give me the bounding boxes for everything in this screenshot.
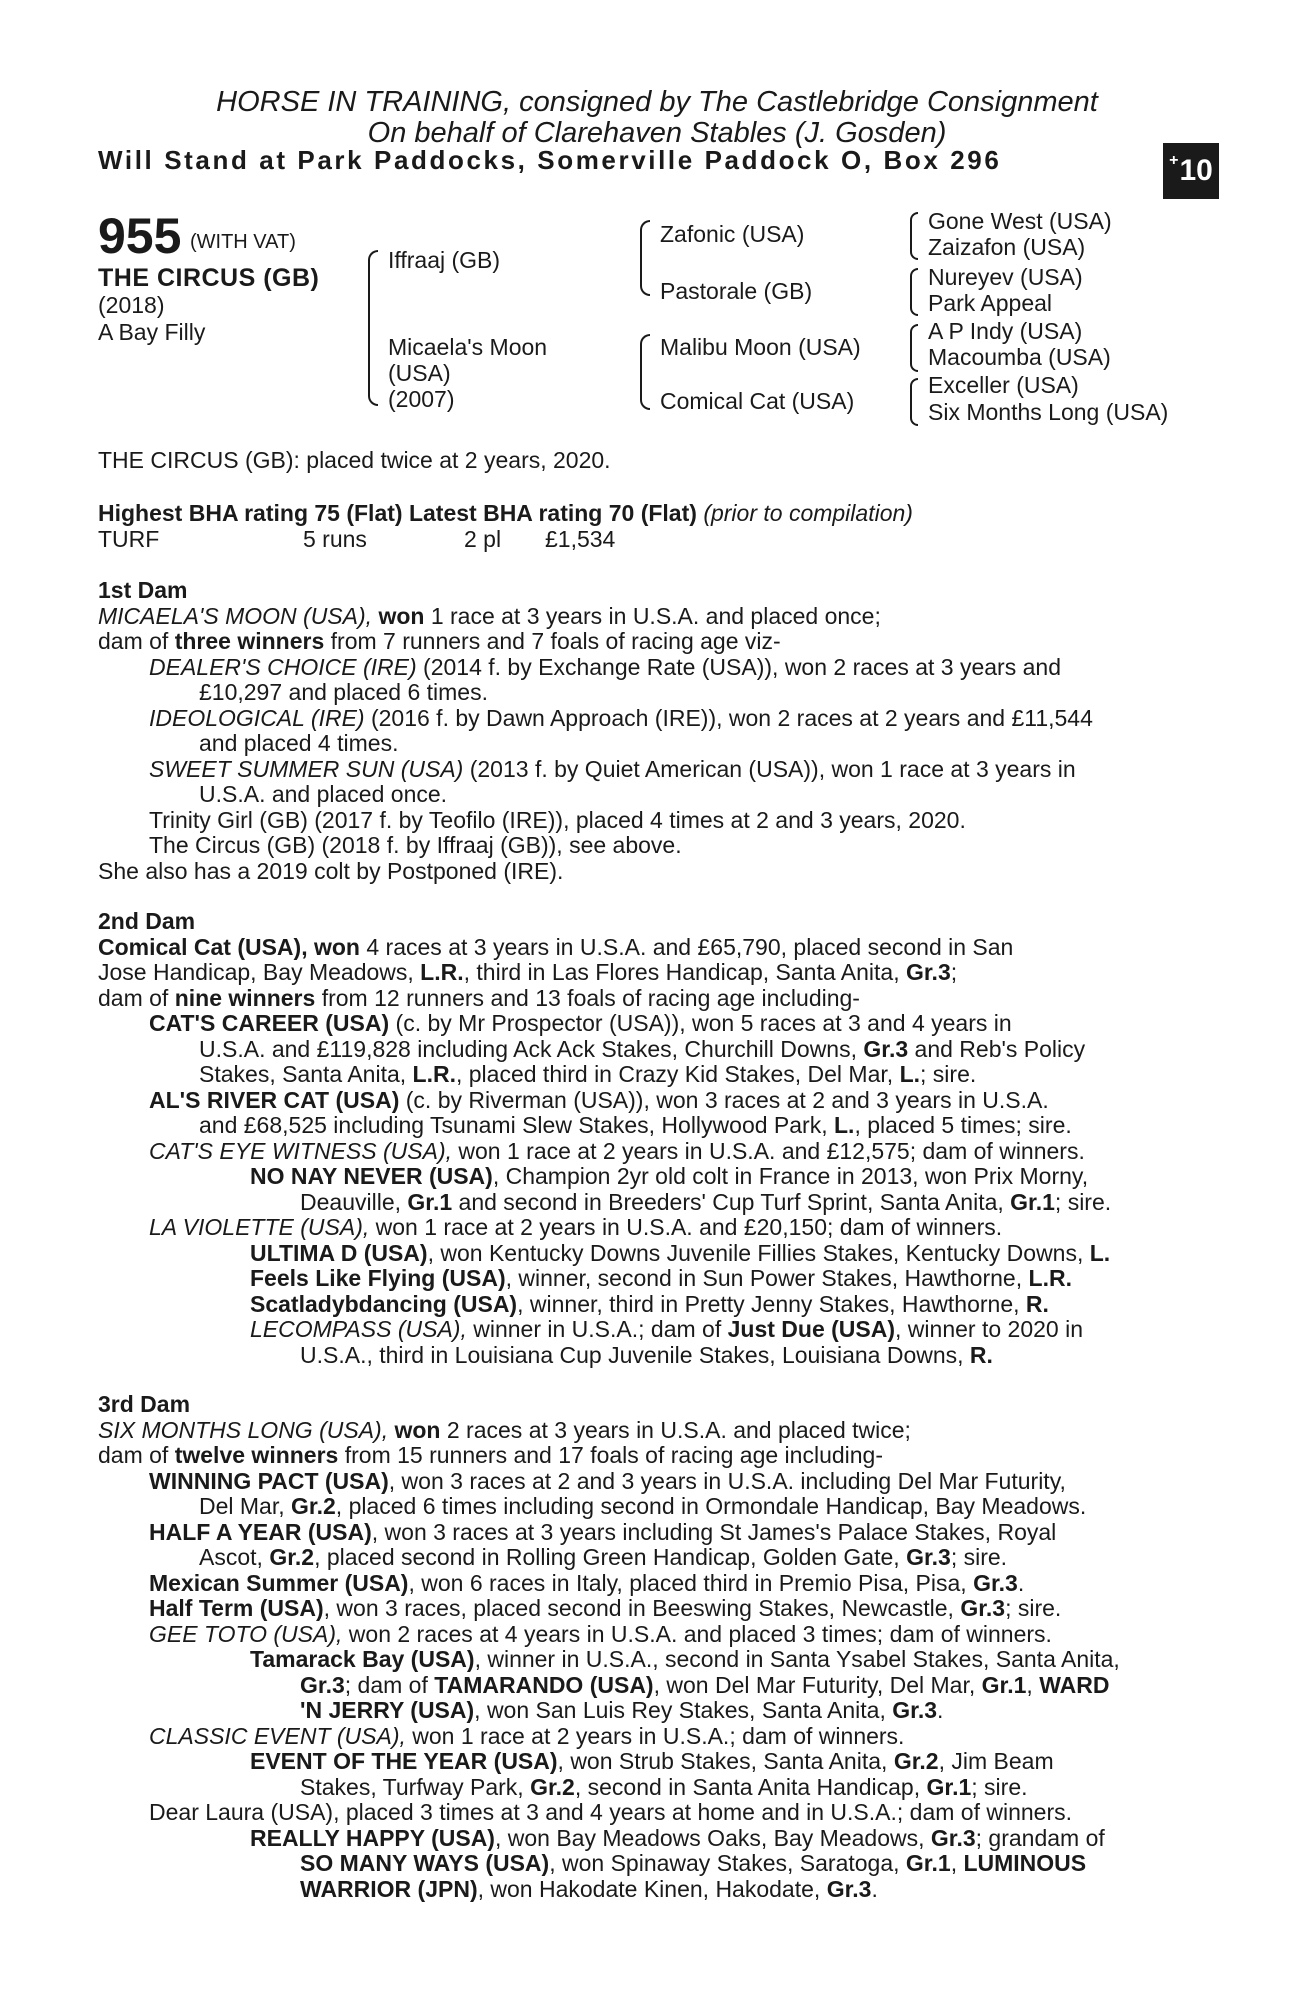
text-run: Gr.3 xyxy=(826,1875,872,1902)
pedigree-brace-sire xyxy=(640,220,650,296)
text-run: won xyxy=(378,602,425,629)
first-dam-section xyxy=(98,578,1208,884)
text-run: won 1 race at 2 years in U.S.A. and £20,150; dam of winners. xyxy=(375,1214,1003,1240)
text-run: Gr.3 xyxy=(892,1697,938,1723)
text-run: and Reb's Policy xyxy=(914,1035,1086,1062)
text-run: CLASSIC EVENT (USA), xyxy=(149,1722,406,1749)
text-run: Deauville, xyxy=(300,1188,401,1215)
text-run: , won 6 races in Italy, placed third in Premio Pisa, Pisa, xyxy=(408,1569,967,1596)
text-run: Gr.1 xyxy=(407,1188,453,1215)
text-run: dam of xyxy=(98,984,169,1011)
placings: 2 pl xyxy=(464,525,502,552)
produce-entry: Dear Laura (USA), placed 3 times at 3 and 4 years at home and in U.S.A.; dam of winners. xyxy=(149,1799,1073,1825)
text-run: Ascot, xyxy=(199,1544,263,1570)
text-run: R. xyxy=(1025,1290,1049,1317)
produce-entry: Trinity Girl (GB) (2017 f. by Teofilo (IRE)), placed 4 times at 2 and 3 years, 2020. xyxy=(149,806,966,833)
text-run: , won Kentucky Downs Juvenile Fillies Stakes, Kentucky Downs, xyxy=(427,1239,1084,1266)
text-run: Tamarack Bay (USA) xyxy=(250,1646,475,1672)
text-line xyxy=(98,604,1208,630)
text-run: HALF A YEAR (USA) xyxy=(149,1518,372,1545)
text-line xyxy=(98,1877,1208,1903)
produce-entry xyxy=(98,706,1208,732)
text-run: ULTIMA D (USA) xyxy=(250,1239,428,1266)
text-run: , placed second in Rolling Green Handicap, Golden Gate, xyxy=(314,1544,900,1570)
produce-entry xyxy=(98,1520,1208,1546)
text-run: SO MANY WAYS (USA) xyxy=(300,1850,550,1876)
text-run: , won Bay Meadows Oaks, Bay Meadows, xyxy=(494,1824,925,1851)
text-run: Del Mar, xyxy=(199,1493,285,1519)
barn-badge xyxy=(1163,143,1219,199)
text-line xyxy=(98,1698,1208,1724)
bha-rating: Highest BHA rating 75 (Flat) Latest BHA rating 70 (Flat) xyxy=(98,500,697,526)
pedigree-sire: Iffraaj (GB) xyxy=(388,247,501,273)
pedigree-brace-dam xyxy=(640,334,650,410)
text-run: L.R. xyxy=(420,959,464,985)
grandproduce-entry xyxy=(98,1266,1208,1292)
text-run: SWEET SUMMER SUN (USA) xyxy=(149,755,464,782)
text-run: Jose Handicap, Bay Meadows, xyxy=(98,959,414,985)
text-run: U.S.A., third in Louisiana Cup Juvenile Stakes, Louisiana Downs, xyxy=(300,1341,964,1368)
text-run: LUMINOUS xyxy=(963,1850,1087,1876)
pedigree-dam-dam: Comical Cat (USA) xyxy=(660,388,855,414)
text-run: ; sire. xyxy=(1054,1188,1112,1215)
rating-block xyxy=(98,501,1208,552)
text-run: (2016 f. by Dawn Approach (IRE)), won 2 races at 2 years and £11,544 xyxy=(370,704,1093,731)
text-run: Gr.3 xyxy=(960,1595,1006,1621)
text-run: from 12 runners and 13 foals of racing age including- xyxy=(321,984,860,1011)
text-run: and £68,525 including Tsunami Slew Stakes, Hollywood Park, xyxy=(199,1112,828,1138)
pedigree-dds: Exceller (USA) xyxy=(928,372,1079,398)
text-run: ; dam of xyxy=(344,1671,428,1698)
consignor-line: HORSE IN TRAINING, consigned by The Castlebridge Consignment xyxy=(216,86,1098,118)
lot-number: 955 xyxy=(98,208,182,264)
surface: TURF xyxy=(98,525,160,552)
text-run: Gr.2 xyxy=(291,1493,336,1519)
text-run: , won 3 races at 2 and 3 years in U.S.A. including Del Mar Futurity, xyxy=(388,1467,1066,1494)
pedigree-sire-dam: Pastorale (GB) xyxy=(660,278,813,304)
produce-entry xyxy=(98,1571,1208,1597)
pedigree-dam-year: (2007) xyxy=(388,386,455,412)
text-run: Gr.2 xyxy=(893,1748,939,1774)
text-run: L. xyxy=(899,1061,921,1087)
text-run: won 1 race at 2 years in U.S.A. and £12,575; dam of winners. xyxy=(458,1137,1085,1164)
vendor-line: On behalf of Clarehaven Stables (J. Gosden) xyxy=(367,117,947,149)
text-run: three winners xyxy=(174,628,325,654)
pedigree-brace-g3 xyxy=(910,324,918,372)
text-run: from 15 runners and 17 foals of racing age including- xyxy=(344,1442,883,1468)
text-line xyxy=(98,960,1208,986)
text-run: Gr.3 xyxy=(906,1544,951,1570)
third-dam-section xyxy=(98,1392,1208,1902)
pedigree-brace-g1 xyxy=(910,212,918,260)
text-run: WARD xyxy=(1039,1671,1110,1698)
text-run: ; grandam of xyxy=(975,1824,1105,1851)
pedigree-brace-main xyxy=(368,250,378,406)
text-run: won xyxy=(394,1416,441,1443)
text-run: dam of xyxy=(98,1442,169,1468)
pedigree-ddd: Six Months Long (USA) xyxy=(928,399,1169,425)
pedigree-sdd: Park Appeal xyxy=(928,290,1053,316)
text-run: Gr.3 xyxy=(930,1824,976,1851)
text-run: EVENT OF THE YEAR (USA) xyxy=(250,1748,558,1774)
text-run: AL'S RIVER CAT (USA) xyxy=(149,1086,400,1113)
rating-note: (prior to compilation) xyxy=(703,500,913,526)
text-run: Stakes, Turfway Park, xyxy=(300,1773,524,1800)
text-run: , won Del Mar Futurity, Del Mar, xyxy=(653,1671,976,1698)
text-run: WARRIOR (JPN) xyxy=(300,1875,478,1902)
text-run: 1 race at 3 years in U.S.A. and placed once; xyxy=(430,602,881,629)
text-run: . xyxy=(871,1875,878,1902)
text-line xyxy=(98,501,1208,527)
produce-entry xyxy=(98,655,1208,681)
text-run: from 7 runners and 7 foals of racing age viz- xyxy=(330,628,781,654)
text-run: . xyxy=(1017,1569,1025,1596)
section-heading: 2nd Dam xyxy=(98,908,196,934)
produce-entry xyxy=(98,1215,1208,1241)
pedigree-dam-sire: Malibu Moon (USA) xyxy=(660,334,861,360)
grandproduce-entry xyxy=(98,1164,1208,1190)
pedigree-brace-g4 xyxy=(910,378,918,426)
text-run: , winner, second in Sun Power Stakes, Hawthorne, xyxy=(505,1265,1023,1291)
text-run: , won Spinaway Stakes, Saratoga, xyxy=(549,1850,900,1876)
text-run: . xyxy=(937,1697,944,1723)
text-run: Just Due (USA) xyxy=(727,1316,896,1342)
text-run: Scatladybdancing (USA) xyxy=(250,1290,518,1317)
produce-entry xyxy=(98,1139,1208,1165)
text-run: , second in Santa Anita Handicap, xyxy=(574,1773,921,1800)
pedigree-ssd: Zaizafon (USA) xyxy=(928,234,1086,260)
text-run: won 2 races at 4 years in U.S.A. and placed 3 times; dam of winners. xyxy=(348,1620,1052,1647)
stand-location: Will Stand at Park Paddocks, Somerville Paddock O, Box 296 xyxy=(98,145,1002,175)
text-run: U.S.A. and placed once. xyxy=(199,781,448,807)
produce-entry xyxy=(98,1622,1208,1648)
text-run: , won San Luis Rey Stakes, Santa Anita, xyxy=(474,1697,886,1723)
text-run: L. xyxy=(834,1112,855,1138)
text-run: DEALER'S CHOICE (IRE) xyxy=(149,653,417,680)
text-run: Gr.3 xyxy=(905,959,951,985)
badge-plus: + xyxy=(1169,152,1179,169)
produce-entry xyxy=(98,757,1208,783)
text-run: dam of xyxy=(98,628,169,654)
text-run: , won 3 races, placed second in Beeswing Stakes, Newcastle, xyxy=(323,1595,954,1621)
text-run: CAT'S EYE WITNESS (USA), xyxy=(149,1137,452,1164)
text-run: won 1 race at 2 years in U.S.A.; dam of winners. xyxy=(412,1722,905,1749)
text-line xyxy=(98,1494,1208,1520)
text-line xyxy=(98,1418,1208,1444)
runs: 5 runs xyxy=(303,525,367,552)
text-run: Gr.2 xyxy=(530,1773,575,1800)
pedigree-brace-g2 xyxy=(910,268,918,316)
text-run: and placed 4 times. xyxy=(199,730,399,756)
section-heading: 1st Dam xyxy=(98,577,188,603)
text-run: £10,297 and placed 6 times. xyxy=(199,679,488,705)
grandproduce-entry xyxy=(98,1317,1208,1343)
text-line xyxy=(98,629,1208,655)
race-summary: THE CIRCUS (GB): placed twice at 2 years, 2020. xyxy=(98,447,611,473)
text-run: TAMARANDO (USA) xyxy=(434,1671,654,1698)
pedigree-dam-name: Micaela's Moon xyxy=(388,334,548,360)
text-run: Gr.3 xyxy=(973,1569,1018,1596)
text-run: (c. by Riverman (USA)), won 3 races at 2 and 3 years in U.S.A. xyxy=(405,1086,1049,1113)
earnings: £1,534 xyxy=(545,525,616,552)
text-run: Gr.1 xyxy=(981,1671,1027,1698)
turf-record xyxy=(98,527,1208,553)
text-run: Gr.2 xyxy=(269,1544,315,1570)
text-run: She also has a 2019 colt by Postponed (IRE). xyxy=(98,857,564,884)
produce-entry xyxy=(98,1088,1208,1114)
pedigree-sss: Gone West (USA) xyxy=(928,208,1112,234)
text-run: winner in U.S.A.; dam of xyxy=(473,1316,722,1342)
text-line xyxy=(98,1343,1208,1369)
grandproduce-entry xyxy=(98,1241,1208,1267)
text-run: , winner to 2020 in xyxy=(895,1316,1083,1342)
text-run: , third in Las Flores Handicap, Santa Anita, xyxy=(463,959,900,985)
text-line xyxy=(98,1545,1208,1571)
text-run: , Jim Beam xyxy=(938,1748,1054,1774)
text-run: NO NAY NEVER (USA) xyxy=(250,1163,493,1189)
horse-description: A Bay Filly xyxy=(98,319,206,345)
text-run: , winner, third in Pretty Jenny Stakes, Hawthorne, xyxy=(517,1290,1020,1317)
text-run: SIX MONTHS LONG (USA), xyxy=(98,1416,389,1443)
text-run: R. xyxy=(969,1341,993,1368)
text-run: WINNING PACT (USA) xyxy=(149,1467,389,1494)
text-run: ; sire. xyxy=(950,1544,1008,1570)
text-line xyxy=(98,1113,1208,1139)
text-run: GEE TOTO (USA), xyxy=(149,1620,343,1647)
text-run: twelve winners xyxy=(174,1442,339,1468)
grandproduce-entry xyxy=(98,1647,1208,1673)
text-run: , won 3 races at 3 years including St James's Palace Stakes, Royal xyxy=(371,1518,1057,1545)
text-run: Mexican Summer (USA) xyxy=(149,1569,409,1596)
text-run: , placed third in Crazy Kid Stakes, Del Mar, xyxy=(455,1061,894,1087)
text-line xyxy=(98,935,1208,961)
text-run: , Champion 2yr old colt in France in 2013, won Prix Morny, xyxy=(492,1163,1089,1189)
pedigree-dss: A P Indy (USA) xyxy=(928,318,1083,344)
text-run: , won Strub Stakes, Santa Anita, xyxy=(557,1748,888,1774)
produce-entry xyxy=(98,1011,1208,1037)
text-line xyxy=(98,1443,1208,1469)
text-run: (2014 f. by Exchange Rate (USA)), won 2 races at 3 years and xyxy=(423,653,1061,680)
text-run: L.R. xyxy=(412,1061,456,1087)
second-dam-section xyxy=(98,909,1208,1368)
produce-entry: The Circus (GB) (2018 f. by Iffraaj (GB)), see above. xyxy=(149,832,682,858)
badge-number: 10 xyxy=(1179,154,1213,187)
text-run: , placed 6 times including second in Ormondale Handicap, Bay Meadows. xyxy=(335,1493,1087,1519)
produce-entry xyxy=(98,1596,1208,1622)
horse-name: THE CIRCUS (GB) xyxy=(98,264,320,292)
text-line xyxy=(98,986,1208,1012)
text-run: REALLY HAPPY (USA) xyxy=(250,1824,495,1851)
text-run: LA VIOLETTE (USA), xyxy=(149,1214,370,1240)
vat-note: (WITH VAT) xyxy=(190,231,296,253)
text-run: nine winners xyxy=(174,984,316,1011)
pedigree-dam-country: (USA) xyxy=(388,360,451,386)
text-run: Feels Like Flying (USA) xyxy=(250,1265,506,1291)
produce-entry xyxy=(98,1469,1208,1495)
text-run: MICAELA'S MOON (USA), xyxy=(98,602,373,629)
text-run: IDEOLOGICAL (IRE) xyxy=(149,704,365,731)
text-run: Half Term (USA) xyxy=(149,1595,324,1621)
text-line xyxy=(98,1673,1208,1699)
text-run: Gr.3 xyxy=(863,1035,909,1062)
text-run: L. xyxy=(1089,1239,1111,1266)
text-run: (2013 f. by Quiet American (USA)), won 1 race at 3 years in xyxy=(469,755,1076,782)
text-run: 2 races at 3 years in U.S.A. and placed twice; xyxy=(446,1416,911,1443)
text-run: won xyxy=(313,933,360,960)
text-run: U.S.A. and £119,828 including Ack Ack Stakes, Churchill Downs, xyxy=(199,1035,857,1062)
text-line xyxy=(98,1775,1208,1801)
pedigree-sire-sire: Zafonic (USA) xyxy=(660,221,805,247)
text-run: LECOMPASS (USA), xyxy=(250,1316,467,1342)
pedigree-sds: Nureyev (USA) xyxy=(928,264,1083,290)
text-run: CAT'S CAREER (USA) xyxy=(149,1010,390,1036)
text-run: Gr.3 xyxy=(300,1671,345,1698)
text-line xyxy=(98,1062,1208,1088)
text-run: 4 races at 3 years in U.S.A. and £65,790, placed second in San xyxy=(366,933,1014,960)
text-run: Comical Cat (USA), xyxy=(98,933,308,960)
text-line xyxy=(98,1851,1208,1877)
produce-entry xyxy=(98,1724,1208,1750)
text-run: , xyxy=(1026,1671,1033,1698)
text-run: Stakes, Santa Anita, xyxy=(199,1061,407,1087)
text-run: 'N JERRY (USA) xyxy=(300,1697,475,1723)
text-run: ; sire. xyxy=(971,1773,1028,1800)
horse-year: (2018) xyxy=(98,292,165,318)
section-heading: 3rd Dam xyxy=(98,1391,191,1417)
text-run: , winner in U.S.A., second in Santa Ysabel Stakes, Santa Anita, xyxy=(474,1646,1120,1672)
text-run: L.R. xyxy=(1028,1265,1072,1291)
text-run: ; xyxy=(950,959,958,985)
grandproduce-entry xyxy=(98,1292,1208,1318)
pedigree-dsd: Macoumba (USA) xyxy=(928,344,1111,370)
text-run: Gr.1 xyxy=(1010,1188,1055,1215)
text-run: and second in Breeders' Cup Turf Sprint, Santa Anita, xyxy=(458,1188,1004,1215)
text-run: Gr.1 xyxy=(926,1773,972,1800)
text-run: Gr.1 xyxy=(905,1850,951,1876)
text-run: , won Hakodate Kinen, Hakodate, xyxy=(477,1875,821,1902)
text-run: , xyxy=(950,1850,958,1876)
grandproduce-entry xyxy=(98,1749,1208,1775)
grandproduce-entry xyxy=(98,1826,1208,1852)
text-line xyxy=(98,1037,1208,1063)
text-run: ; sire. xyxy=(920,1061,977,1087)
text-line xyxy=(98,1190,1208,1216)
text-run: , placed 5 times; sire. xyxy=(854,1112,1072,1138)
text-run: ; sire. xyxy=(1005,1595,1062,1621)
text-run: (c. by Mr Prospector (USA)), won 5 races at 3 and 4 years in xyxy=(395,1010,1012,1036)
